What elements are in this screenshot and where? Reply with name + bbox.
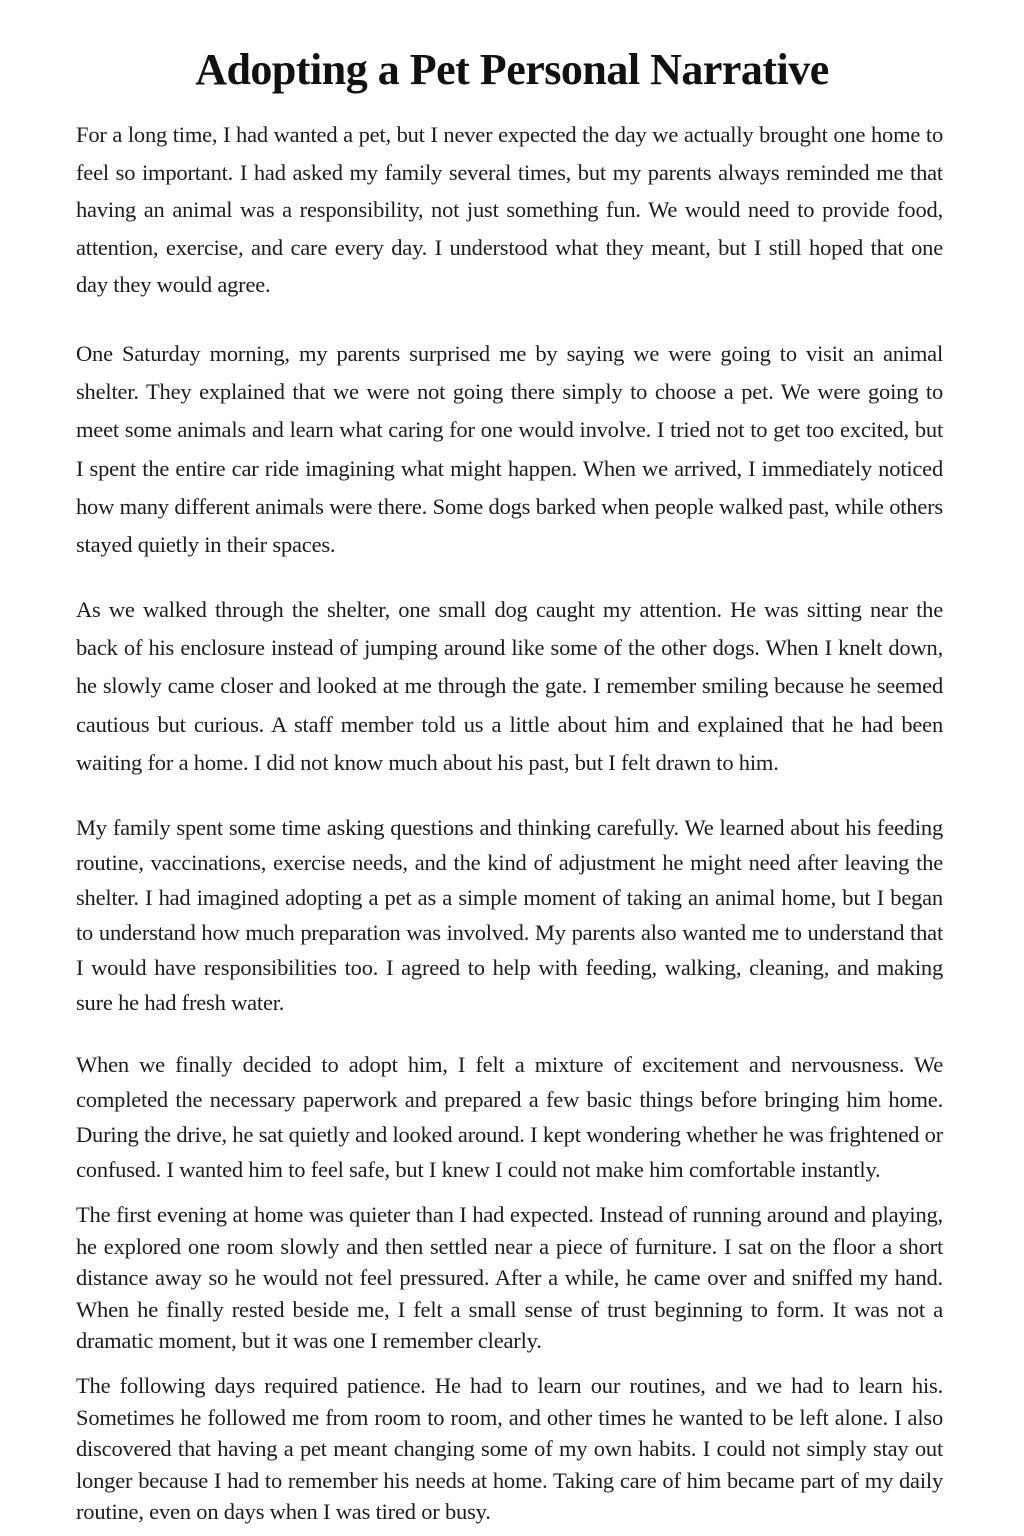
paragraph-5: When we finally decided to adopt him, I felt a mixture of excitement and nervousness. We completed the necessary paperwork and prepared a few basic things before bringing him home. During the drive, he sat quietly and looked around. I kept wondering whether he was frightened or confused. I wanted him to feel safe, but I knew I could not make him comfortable instantly. [76,1052,943,1182]
paragraph-3: As we walked through the shelter, one small dog caught my attention. He was sitting near the back of his enclosure instead of jumping around like some of the other dogs. When I knelt down, he slowly came closer and looked at me through the gate. I remember smiling because he seemed cautious but curious. A staff member told us a little about him and explained that he had been waiting for a home. I did not know much about his past, but I felt drawn to him. [76,597,943,775]
document-title: Adopting a Pet Personal Narrative [195,45,829,94]
paragraph-4: My family spent some time asking questions and thinking carefully. We learned about his feeding routine, vaccinations, exercise needs, and the kind of adjustment he might need after leaving the shelter. I had imagined adopting a pet as a simple moment of taking an animal home, but I began to understand how much preparation was involved. My parents also wanted me to understand that I would have responsibilities too. I agreed to help with feeding, walking, cleaning, and making sure he had fresh water. [76,815,943,1015]
paragraph-6: The first evening at home was quieter than I had expected. Instead of running around and playing, he explored one room slowly and then settled near a piece of furniture. I sat on the floor a short distance away so he would not feel pressured. After a while, he came over and sniffed my hand. When he finally rested beside me, I felt a small sense of trust beginning to form. It was not a dramatic moment, but it was one I remember clearly. [76,1202,943,1354]
paragraph-7: The following days required patience. He had to learn our routines, and we had to learn his. Sometimes he followed me from room to room, and other times he wanted to be left alone. I also discovered that having a pet meant changing some of my own habits. I could not simply stay out longer because I had to remember his needs at home. Taking care of him became part of my daily routine, even on days when I was tired or busy. [76,1373,943,1525]
paragraph-1: For a long time, I had wanted a pet, but I never expected the day we actually brought one home to feel so important. I had asked my family several times, but my parents always reminded me that having an animal was a responsibility, not just something fun. We would need to provide food, attention, exercise, and care every day. I understood what they meant, but I still hoped that one day they would agree. [76,122,943,298]
paragraph-2: One Saturday morning, my parents surprised me by saying we were going to visit an animal shelter. They explained that we were not going there simply to choose a pet. We were going to meet some animals and learn what caring for one would involve. I tried not to get too excited, but I spent the entire car ride imagining what might happen. When we arrived, I immediately noticed how many different animals were there. Some dogs barked when people walked past, while others stayed quietly in their spaces. [76,341,943,558]
